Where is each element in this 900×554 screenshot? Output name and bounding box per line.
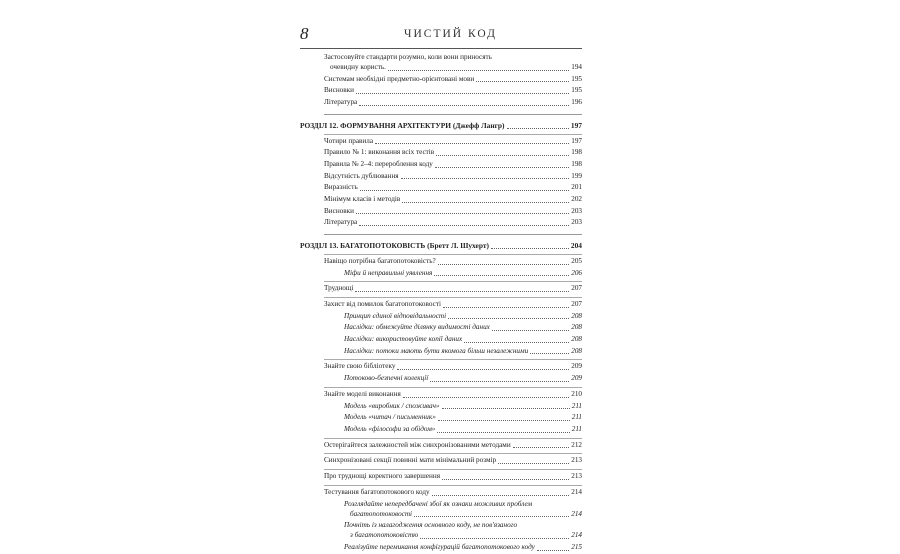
divider [324,132,582,135]
toc-entry: Виразність 201 [324,183,582,192]
toc-entry: очевидну користь. 194 [330,63,582,71]
toc-subentry: з багатопотоковістю 214 [350,531,582,540]
toc-entry: Правило № 1: виконання всіх тестів 198 [324,148,582,157]
divider [324,229,582,235]
toc-subentry-line: Почніть із налагодження основного коду, не пов'язаного [344,521,518,530]
divider [324,295,582,298]
toc-entry: Висновки 203 [324,206,582,215]
toc-entry: Чотири правила 197 [324,136,582,145]
toc-subentry: Принцип єдиної відповідальності 208 [344,311,582,320]
divider [324,252,582,255]
toc-subentry: Реалізуйте перемикання конфігурацій багатопотокового коду 215 [344,542,582,551]
toc-subentry: Потоково-безпечні колекції 209 [344,374,582,383]
toc-subentry: Наслідки: використовуйте копії даних 208 [344,335,582,344]
toc-entry: Тестування багатопотокового коду 214 [324,487,582,496]
divider [324,109,582,115]
toc-entry: Знайте свою бібліотеку 209 [324,362,582,371]
toc-subentry: Міфи й неправильні уявлення 206 [344,268,582,277]
divider [324,279,582,282]
toc-entry: Висновки 195 [324,86,582,95]
toc-entry: Навіщо потрібна багатопотоковість? 205 [324,256,582,265]
toc-entry: Література 203 [324,218,582,227]
divider [324,436,582,439]
running-title: ЧИСТИЙ КОД [404,28,497,40]
toc-entry: Остерігайтеся залежностей між синхронізованими методами 212 [324,440,582,449]
page-header [300,22,582,49]
table-of-contents [300,52,582,554]
divider [324,451,582,454]
toc-entry: Знайте моделі виконання 210 [324,389,582,398]
divider [324,483,582,486]
toc-entry: Правила № 2–4: перероблення коду 198 [324,159,582,168]
toc-entry: Відсутність дублювання 199 [324,171,582,180]
toc-entry: Системам необхідні предметно-орієнтовані мови 195 [324,74,582,83]
divider [324,467,582,470]
toc-subentry-line: Розглядайте непередбачені збої як ознаки можливих проблем [344,499,533,508]
book-page [300,22,582,554]
chapter-heading: РОЗДІЛ 12. ФОРМУВАННЯ АРХІТЕКТУРИ (Джефф Лангр) 197 [300,120,582,130]
divider [324,385,582,388]
toc-subentry: Модель «читач / письменник» 211 [344,413,582,422]
toc-entry: Про труднощі коректного завершення 213 [324,472,582,481]
toc-subentry: Модель «філософи за обідом» 211 [344,424,582,433]
toc-subentry: Наслідки: обмежуйте ділянку видимості даних 208 [344,323,582,332]
chapter-heading: РОЗДІЛ 13. БАГАТОПОТОКОВІСТЬ (Бретт Л. Шухерт) 204 [300,241,582,251]
toc-entry: Труднощі 207 [324,284,582,293]
toc-entry: Синхронізовані секції повинні мати мінімальний розмір 213 [324,456,582,465]
page-number: 8 [300,24,309,43]
toc-subentry: Модель «виробник / споживач» 211 [344,401,582,410]
divider [324,357,582,360]
toc-entry-line: Застосовуйте стандарти розумно, коли вони приносять [324,53,492,61]
toc-subentry: багатопотоковості 214 [350,509,582,518]
toc-entry: Мінімум класів і методів 202 [324,195,582,204]
toc-entry: Захист від помилок багатопотоковості 207 [324,299,582,308]
toc-subentry: Наслідки: потоки мають бути якомога більш незалежними 208 [344,346,582,355]
toc-entry: Література 196 [324,98,582,107]
